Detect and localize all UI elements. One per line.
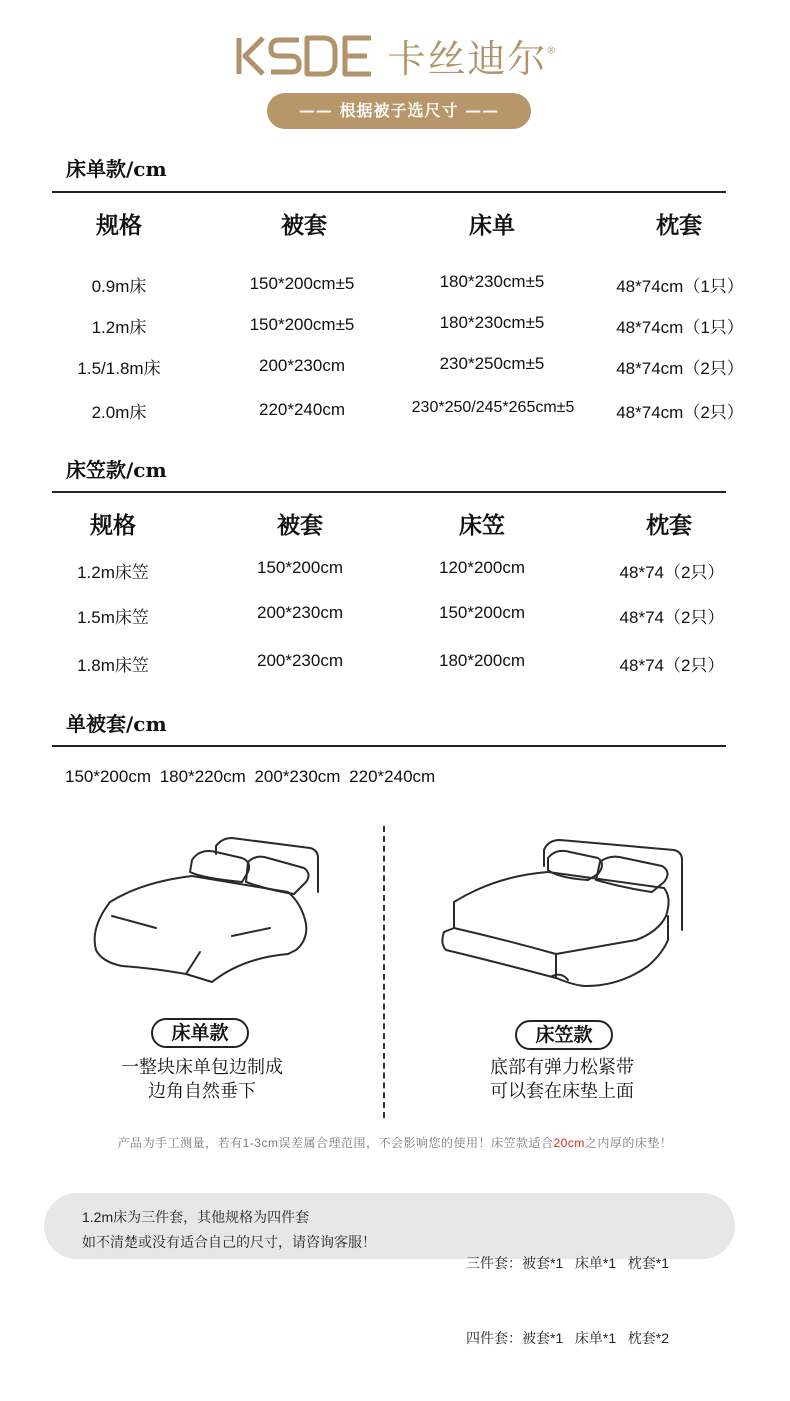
cell-sheet: 230*250cm±5	[439, 354, 545, 373]
note-highlight: 20cm	[553, 1136, 585, 1150]
cell-pillowcase: 48*74cm（2只）	[616, 359, 744, 378]
header-duvet: 被套	[277, 512, 323, 539]
header-spec: 规格	[90, 512, 136, 539]
table-row	[52, 651, 726, 681]
section-divider	[52, 745, 726, 747]
section-divider	[52, 191, 726, 193]
footer-panel	[44, 1193, 735, 1346]
cell-duvet: 200*230cm	[258, 356, 345, 375]
size-guide-banner: —— 根据被子选尺寸 ——	[267, 93, 531, 129]
brand-logo-icon	[235, 34, 375, 78]
cell-spec: 0.9m床	[91, 277, 147, 296]
cell-spec: 1.8m床笠	[77, 656, 149, 675]
table-row	[52, 354, 744, 384]
cell-sheet: 230*250/245*265cm±5	[411, 399, 575, 416]
cell-fitted-sheet: 180*200cm	[438, 651, 525, 670]
measurement-note	[0, 1134, 790, 1151]
sheet-table-header	[52, 207, 726, 237]
cell-pillowcase: 48*74cm（1只）	[616, 277, 744, 296]
cell-pillowcase: 48*74（2只）	[619, 656, 725, 675]
cell-duvet: 200*230cm	[256, 651, 343, 670]
header-duvet: 被套	[281, 212, 327, 239]
brand-name: 卡丝迪尔	[387, 37, 548, 81]
cell-duvet: 200*230cm	[256, 603, 343, 622]
brand-header	[0, 28, 790, 80]
single-duvet-sizes: 150*200cm 180*220cm 200*230cm 220*240cm	[65, 767, 436, 786]
cell-duvet: 150*200cm±5	[249, 315, 355, 334]
flat-sheet-tag: 床单款	[151, 1018, 249, 1048]
flat-sheet-desc-1: 一整块床单包边制成	[121, 1057, 283, 1077]
header-fitted-sheet: 床笠	[459, 512, 505, 539]
cell-spec: 1.5/1.8m床	[77, 359, 161, 378]
header-spec: 规格	[96, 212, 142, 239]
cell-pillowcase: 48*74（2只）	[619, 608, 725, 627]
footer-left-line-1: 1.2m床为三件套，其他规格为四件套	[82, 1209, 310, 1225]
header-pillowcase: 枕套	[656, 212, 702, 239]
table-row	[52, 603, 726, 633]
footer-right-line-2: 四件套：被套*1 床单*1 枕套*2	[466, 1330, 670, 1346]
fitted-section-title: 床笠款/cm	[66, 458, 167, 482]
header-sheet: 床单	[469, 212, 515, 239]
cell-sheet: 180*230cm±5	[439, 272, 545, 291]
section-divider	[52, 491, 726, 493]
cell-duvet: 150*200cm	[256, 558, 343, 577]
fitted-sheet-desc-2: 可以套在床垫上面	[490, 1081, 634, 1101]
footer-right-line-1: 三件套：被套*1 床单*1 枕套*1	[466, 1255, 670, 1271]
cell-spec: 1.2m床笠	[77, 563, 149, 582]
registered-mark: ®	[547, 45, 555, 57]
fitted-table-header	[52, 507, 726, 537]
cell-spec: 1.5m床笠	[77, 608, 149, 627]
sheet-section-title: 床单款/cm	[66, 157, 167, 181]
dashed-divider	[383, 826, 385, 1118]
cell-spec: 1.2m床	[91, 318, 147, 337]
flat-sheet-bed-icon	[82, 832, 326, 992]
table-row	[52, 398, 744, 428]
note-text-end: 之内厚的床垫！	[584, 1136, 673, 1150]
fitted-sheet-bed-icon	[442, 840, 682, 986]
cell-fitted-sheet: 120*200cm	[438, 558, 525, 577]
table-row	[52, 558, 726, 588]
header-pillowcase: 枕套	[646, 512, 692, 539]
table-row	[52, 313, 744, 343]
cell-sheet: 180*230cm±5	[439, 313, 545, 332]
note-text: 产品为手工测量，若有1-3cm误差属合理范围，不会影响您的使用！床笠款适合	[117, 1136, 554, 1150]
cell-pillowcase: 48*74cm（2只）	[616, 403, 744, 422]
footer-right	[466, 1201, 669, 1401]
cell-pillowcase: 48*74cm（1只）	[616, 318, 744, 337]
single-section-title: 单被套/cm	[66, 712, 167, 736]
footer-left-line-2: 如不清楚或没有适合自己的尺寸，请咨询客服！	[82, 1234, 376, 1250]
cell-spec: 2.0m床	[91, 403, 147, 422]
cell-duvet: 220*240cm	[258, 400, 345, 419]
fitted-sheet-tag: 床笠款	[515, 1020, 613, 1050]
flat-sheet-desc-2: 边角自然垂下	[148, 1081, 256, 1101]
cell-fitted-sheet: 150*200cm	[438, 603, 525, 622]
fitted-sheet-desc-1: 底部有弹力松紧带	[490, 1057, 634, 1077]
table-row	[52, 272, 744, 302]
footer-left	[82, 1205, 376, 1255]
cell-duvet: 150*200cm±5	[249, 274, 355, 293]
cell-pillowcase: 48*74（2只）	[619, 563, 725, 582]
